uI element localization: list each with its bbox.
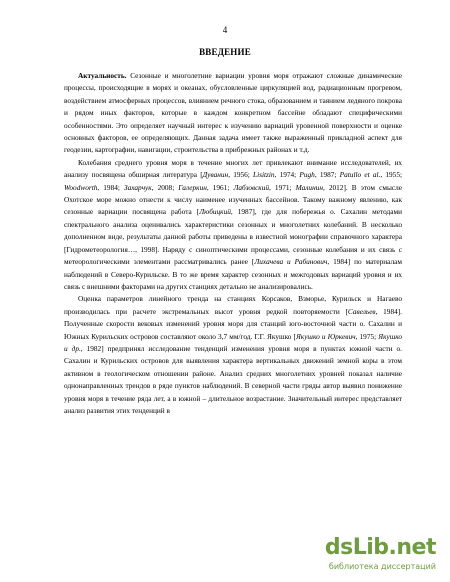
text-run: , 1974;: [274, 170, 300, 180]
citation: Patullo et al.: [339, 170, 381, 180]
text-run: , 1987;: [314, 170, 340, 180]
watermark-logo[interactable]: dsLib.net: [324, 535, 436, 560]
citation: Любицкий: [199, 207, 231, 217]
relevance-lead: Актуальность.: [78, 71, 127, 80]
paragraph-literature: [64, 157, 402, 293]
text-run: , 1984;: [97, 182, 124, 192]
text-run: Колебания среднего уровня моря в течение многих лет привлекают внимание исследователей, их анализу посвящена обширная литература [: [64, 157, 402, 180]
citation: Малинин: [295, 182, 323, 192]
paragraph-trends: [64, 293, 402, 417]
text-run: , 2012]. В этом смысле Охотское море можно отнести к числу наименее изученных бассейнов. Такому важному явлению, как сезонные вариации посвящена работа [: [64, 182, 402, 217]
text-run: Оценка параметров линейного тренда на станциях Корсаков, Взморье, Курильск и Нагаево производилась при расчете экстремальных высот уровня редкой повторяемости [: [64, 294, 402, 316]
citation: Woodworth: [64, 182, 98, 192]
text-run: , 1987], где для побережья о. Сахалин методами спектрального анализа оценивались характеристики сезонных и многолетних колебаний. В несколько дополненном виде, результаты данной работы приведены в известной монографии справочного характера [Гидрометеорология…, 1998]. Наряду с синоптическими процессами, сезонные колебания и их связь с метеорологическими элементами рассматривались ранее [: [64, 207, 403, 267]
citation: Lisitzin: [253, 170, 275, 180]
text-run: , 1975;: [355, 331, 379, 341]
watermark-caption: библиотека диссертаций: [328, 562, 436, 571]
text-run: , 1955;: [380, 170, 402, 180]
text-run: , 1984] по материалам наблюдений в Северо-Курильске. В то же время характер сезонных и межгодовых вариаций уровня и их связь с внешними факторами на других станциях детально не анализировались.: [64, 257, 402, 291]
text-run: , 1956;: [228, 170, 254, 180]
citation: Галеркин: [178, 182, 207, 192]
citation: Лихачева и Рабинович: [254, 257, 328, 267]
citation: Дуванин: [202, 170, 229, 180]
section-heading: ВВЕДЕНИЕ: [199, 47, 251, 57]
page-number: 4: [222, 25, 228, 35]
citation: Якушко и др.: [64, 331, 403, 353]
text-run: , 1961;: [206, 182, 234, 192]
paragraph-text: Сезонные и многолетние вариации уровня моря отражают сложные динамические процессы, происходящие в морях и океанах, обусловленные циркуляцией вод, радиационным прогревом, воздействием атмосферных процессов, влиянием речного стока, образованием и таянием ледяного покрова и рядом иных факторов, которые в каждом конкретном бассейне обладают специфическими особенностями. Это определяет научный интерес к изучению вариаций уровенной поверхности и оценке основных факторов, ее определяющих. Данная задача имеет также выраженный прикладной аспект для геодезии, картографии, навигации, строительства в прибрежных районах и т.д.: [64, 71, 402, 155]
text-run: , 1982] предпринял исследование тенденций изменения уровня моря в пунктах южной части о. Сахалин и Курильских островов для выявления характера вертикальных движений земной коры в этом активном в геологическом отношении районе. Анализ средних многолетних уровней показал наличие однонаправленных трендов в ряде пунктов наблюдений. В северной части гряды автор выявил понижение уровня моря в течение ряда лет, а в южной – длительное возрастание. Значительный интерес представляет анализ развития этих тенденций в: [64, 343, 402, 415]
citation: Захарчук: [123, 182, 152, 192]
citation: Pugh: [299, 170, 315, 180]
citation: Лабзовский: [233, 182, 270, 192]
citation: Якушко и Юркевич: [295, 331, 356, 341]
watermark[interactable]: [312, 536, 436, 576]
text-run: , 1971;: [269, 182, 296, 192]
citation: Савельев: [347, 306, 376, 316]
text-run: , 1984]. Полученные скорости вековых изменений уровня моря для станций юго-восточной части о. Сахалин и Южных Курильских островов составляют около 3,7 мм/год. Г.Г. Якушко [: [64, 306, 403, 341]
text-run: , 2008;: [151, 182, 179, 192]
body-text: [64, 70, 402, 417]
paragraph-relevance: [64, 70, 402, 157]
